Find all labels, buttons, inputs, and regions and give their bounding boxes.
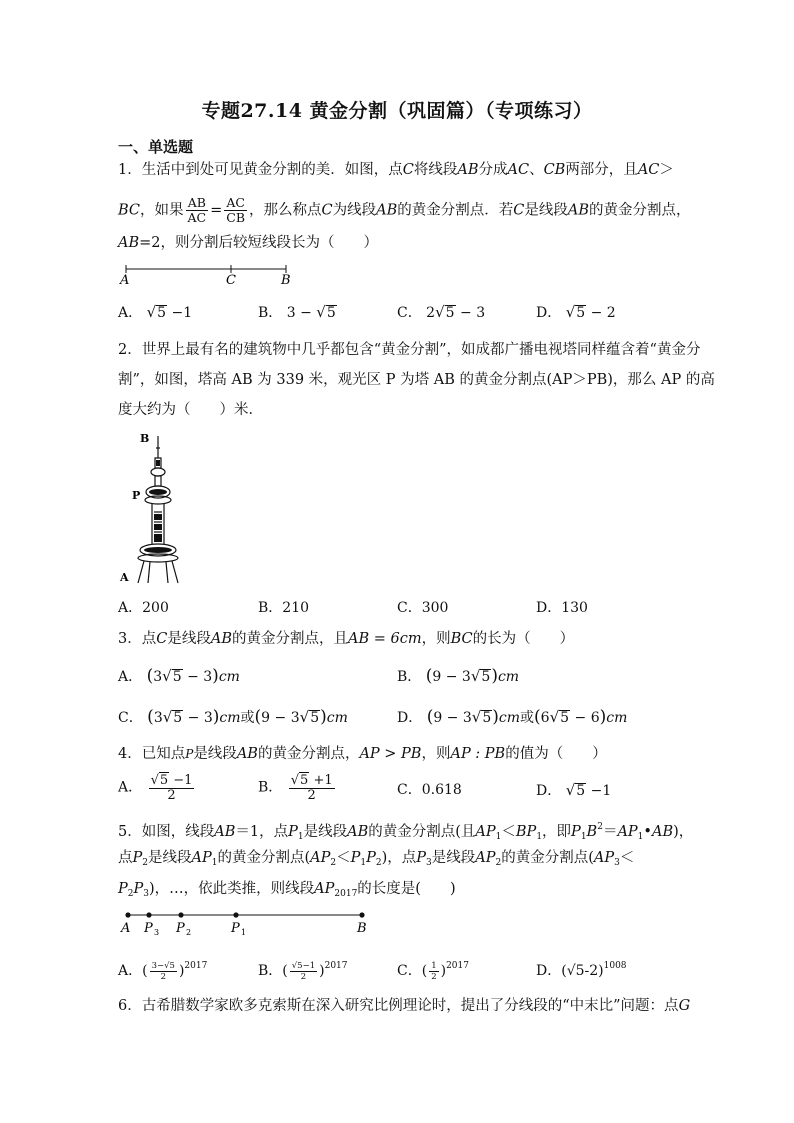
tower-drawing xyxy=(138,436,178,583)
q3-option-c[interactable]: C． (3√5 − 3)cm或(9 − 3√5)cm xyxy=(118,707,348,727)
label-p3-sub: 3 xyxy=(154,928,160,936)
q3-option-a[interactable]: A． (3√5 − 3)cm xyxy=(118,666,240,686)
label-b: B xyxy=(357,921,367,936)
point-p1 xyxy=(233,912,238,917)
q5-option-a[interactable]: A．( $\frac{3-√5}{2}$ )$^{2017}$ xyxy=(118,960,208,982)
q5-segment-figure xyxy=(118,908,378,936)
q5-option-b[interactable]: B．( $\frac{√5-1}{2}$ )$^{2017}$ xyxy=(258,960,348,982)
section-heading: 一、单选题 xyxy=(118,138,194,156)
q3-option-d[interactable]: D． (9 − 3√5)cm或(6√5 − 6)cm xyxy=(397,707,628,727)
q2-option-c[interactable]: C．300 xyxy=(397,600,449,616)
tower-dark-parts xyxy=(144,460,172,553)
q5-option-c[interactable]: C．( $\frac{1}{2}$ )$^{2017}$ xyxy=(397,960,469,982)
q1-option-b[interactable]: B． 3 − √5 xyxy=(258,303,336,321)
q1-line-3: AB=2，则分割后较短线段长为（ ） xyxy=(118,235,379,251)
point-p3 xyxy=(146,912,151,917)
q5-line-2: 点$P_2$是线段$AP_1$的黄金分割点$(AP_2<P_1P_2)$，点$P_3$是线段$AP_2$的黄金分割点($AP_3<$ xyxy=(118,850,635,868)
q5-option-d[interactable]: D．$(√5-2)^{1008}$ xyxy=(536,961,627,979)
q2-option-a[interactable]: A．200 xyxy=(118,600,169,616)
q3-option-b[interactable]: B． (9 − 3√5)cm xyxy=(397,666,520,686)
q1-line-1: 1．生活中到处可见黄金分割的美．如图，点C将线段AB分成AC、CB两部分，且AC＞ xyxy=(118,162,674,178)
q1-option-c[interactable]: C． 2√5 − 3 xyxy=(397,303,486,321)
fraction-ab-ac: $\frac{AB}{AC}$ xyxy=(187,195,207,225)
q2-line-2: 割”，如图，塔高 AB 为 339 米，观光区 P 为塔 AB 的黄金分割点(AP＞PB)，那么 AP 的高 xyxy=(118,372,715,388)
label-p3: P xyxy=(144,921,153,936)
q4-option-d[interactable]: D． √5 −1 xyxy=(536,781,612,799)
tower-label-p: P xyxy=(132,489,141,502)
point-p2 xyxy=(178,912,183,917)
q4-stem: 4．已知点P是线段AB的黄金分割点，AP > PB，则AP : PB的值为（ ） xyxy=(118,746,607,762)
q4-option-c[interactable]: C．0.618 xyxy=(397,782,462,798)
point-b xyxy=(359,912,364,917)
q1-option-d[interactable]: D． √5 − 2 xyxy=(536,303,616,321)
point-label-a: A xyxy=(120,273,130,288)
q4-option-b[interactable]: B． $\frac{√5 +1}{2}$ xyxy=(258,773,333,803)
tv-tower-figure xyxy=(118,428,188,588)
q3-stem: 3．点C是线段AB的黄金分割点，且AB = 6cm，则BC的长为（ ） xyxy=(118,631,575,647)
fraction-ac-cb: $\frac{AC}{CB}$ xyxy=(226,195,246,225)
point-label-c: C xyxy=(226,273,236,288)
page-title: 专题27.14 黄金分割（巩固篇）（专项练习） xyxy=(201,100,593,122)
q6-line-1: 6．古希腊数学家欧多克索斯在深入研究比例理论时，提出了分线段的“中末比”问题：点G xyxy=(118,998,691,1014)
tower-label-a: A xyxy=(120,571,129,584)
label-p2-sub: 2 xyxy=(186,928,192,936)
q4-option-a[interactable]: A． $\frac{√5 -1}{2}$ xyxy=(118,773,193,803)
q5-line-1: 5．如图，线段AB＝1，点$P_1$是线段AB的黄金分割点(且$AP_1<BP_1$，即$P_1B^2=AP_1•AB$)， xyxy=(118,822,694,842)
q1-line-2: BC，如果 $\frac{AB}{AC}$ = $\frac{AC}{CB}$ ，那么称点C为线段AB的黄金分割点．若C是线段AB的黄金分割点， xyxy=(118,195,691,225)
q5-line-3: $P_2P_3$)，…，依此类推，则线段$AP_{2017}$的长度是( ) xyxy=(118,881,456,899)
point-a xyxy=(125,912,130,917)
label-p1: P xyxy=(231,921,240,936)
label-p2: P xyxy=(176,921,185,936)
label-a: A xyxy=(121,921,131,936)
q1-segment-figure xyxy=(118,262,308,288)
q2-line-1: 2．世界上最有名的建筑物中几乎都包含“黄金分割”，如成都广播电视塔同样蕴含着“黄金分 xyxy=(118,342,701,358)
q2-option-d[interactable]: D．130 xyxy=(536,600,588,616)
label-p1-sub: 1 xyxy=(241,928,247,936)
q1-option-a[interactable]: A． √5 −1 xyxy=(118,303,193,321)
tower-label-b: B xyxy=(140,432,150,445)
q2-line-3: 度大约为（ ）米． xyxy=(118,402,263,418)
q2-option-b[interactable]: B．210 xyxy=(258,600,310,616)
point-label-b: B xyxy=(281,273,291,288)
